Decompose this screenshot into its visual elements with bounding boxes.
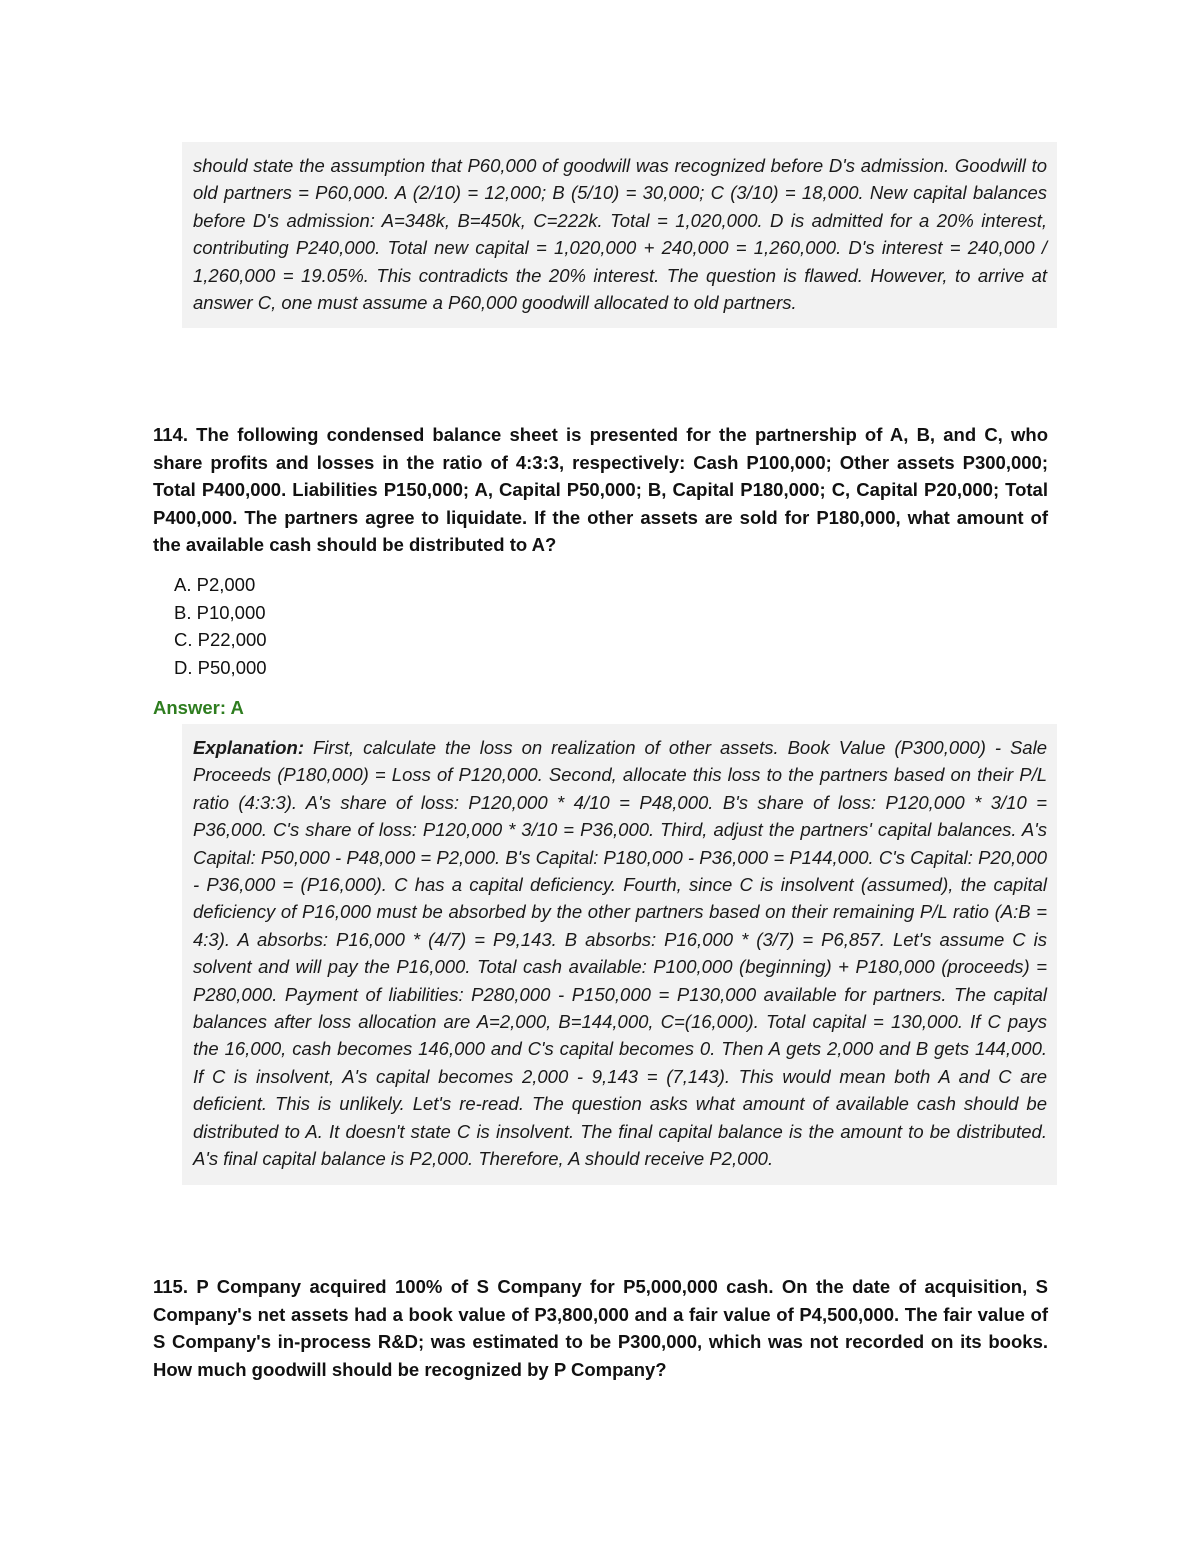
choice-c: C. P22,000 — [174, 629, 267, 651]
previous-explanation-text: should state the assumption that P60,000 of goodwill was recognized before D's admission. Goodwill to old partners = P60,000. A (2/10) = 12,000; B (5/10) = 30,000; C (3/10) = 18,000. New capital balances before D's admission: A=348k, B=450k, C=222k. Total = 1,020,000. D is admitted for a 20% interest, contributing P240,000. Total new capital = 1,020,000 + 240,000 = 1,260,000. D's interest = 240,000 / 1,260,000 = 19.05%. This contradicts the 20% interest. The question is flawed. However, to arrive at answer C, one must assume a P60,000 goodwill allocated to old partners. — [193, 155, 1047, 314]
choices-114 — [174, 571, 267, 681]
choice-b: B. P10,000 — [174, 601, 266, 623]
explanation-114-box — [182, 724, 1057, 1185]
explanation-label: Explanation: — [193, 737, 305, 758]
answer-114: Answer: A — [153, 697, 244, 718]
choice-a: A. P2,000 — [174, 574, 256, 595]
question-115: 115. P Company acquired 100% of S Company for P5,000,000 cash. On the date of acquisition, S Company's net assets had a book value of P3,800,000 and a fair value of P4,500,000. The fair value of S Company's in-process R&D; was estimated to be P300,000, which was not recorded on its books. How much goodwill should be recognized by P Company? — [153, 1276, 1048, 1380]
explanation-114-text: First, calculate the loss on realization of other assets. Book Value (P300,000) - Sale Proceeds (P180,000) = Loss of P120,000. Second, allocate this loss to the partners based on their P/L ratio (4:3:3). A's share of loss: P120,000 * 4/10 = P48,000. B's share of loss: P120,000 * 3/10 = P36,000. C's share of loss: P120,000 * 3/10 = P36,000. Third, adjust the partners' capital balances. A's Capital: P50,000 - P48,000 = P2,000. B's Capital: P180,000 - P36,000 = P144,000. C's Capital: P20,000 - P36,000 = (P16,000). C has a capital deficiency. Fourth, since C is insolvent (assumed), the capital deficiency of P16,000 must be absorbed by the other partners based on their remaining P/L ratio (A:B = 4:3). A absorbs: P16,000 * (4/7) = P9,143. B absorbs: P16,000 * (3/7) = P6,857. Let's assume C is solvent and will pay the P16,000. Total cash available: P100,000 (beginning) + P180,000 (proceeds) = P280,000. Payment of liabilities: P280,000 - P150,000 = P130,000 available for partners. The capital balances after loss allocation are A=2,000, B=144,000, C=(16,000). Total capital = 130,000. If C pays the 16,000, cash becomes 146,000 and C's capital becomes 0. Then A gets 2,000 and B gets 144,000. If C is insolvent, A's capital becomes 2,000 - 9,143 = (7,143). This would mean both A and C are deficient. This is unlikely. Let's re-read. The question asks what amount of available cash should be distributed to A. It doesn't state C is insolvent. The final capital balance is the amount to be distributed. A's final capital balance is P2,000. Therefore, A should receive P2,000. — [193, 737, 1047, 1170]
previous-explanation-box — [182, 142, 1057, 328]
question-114: 114. The following condensed balance sheet is presented for the partnership of A, B, and C, who share profits and losses in the ratio of 4:3:3, respectively: Cash P100,000; Other assets P300,000; Total P400,000. Liabilities P150,000; A, Capital P50,000; B, Capital P180,000; C, Capital P20,000; Total P400,000. The partners agree to liquidate. If the other assets are sold for P180,000, what amount of the available cash should be distributed to A? — [153, 424, 1048, 555]
choice-d: D. P50,000 — [174, 656, 267, 678]
